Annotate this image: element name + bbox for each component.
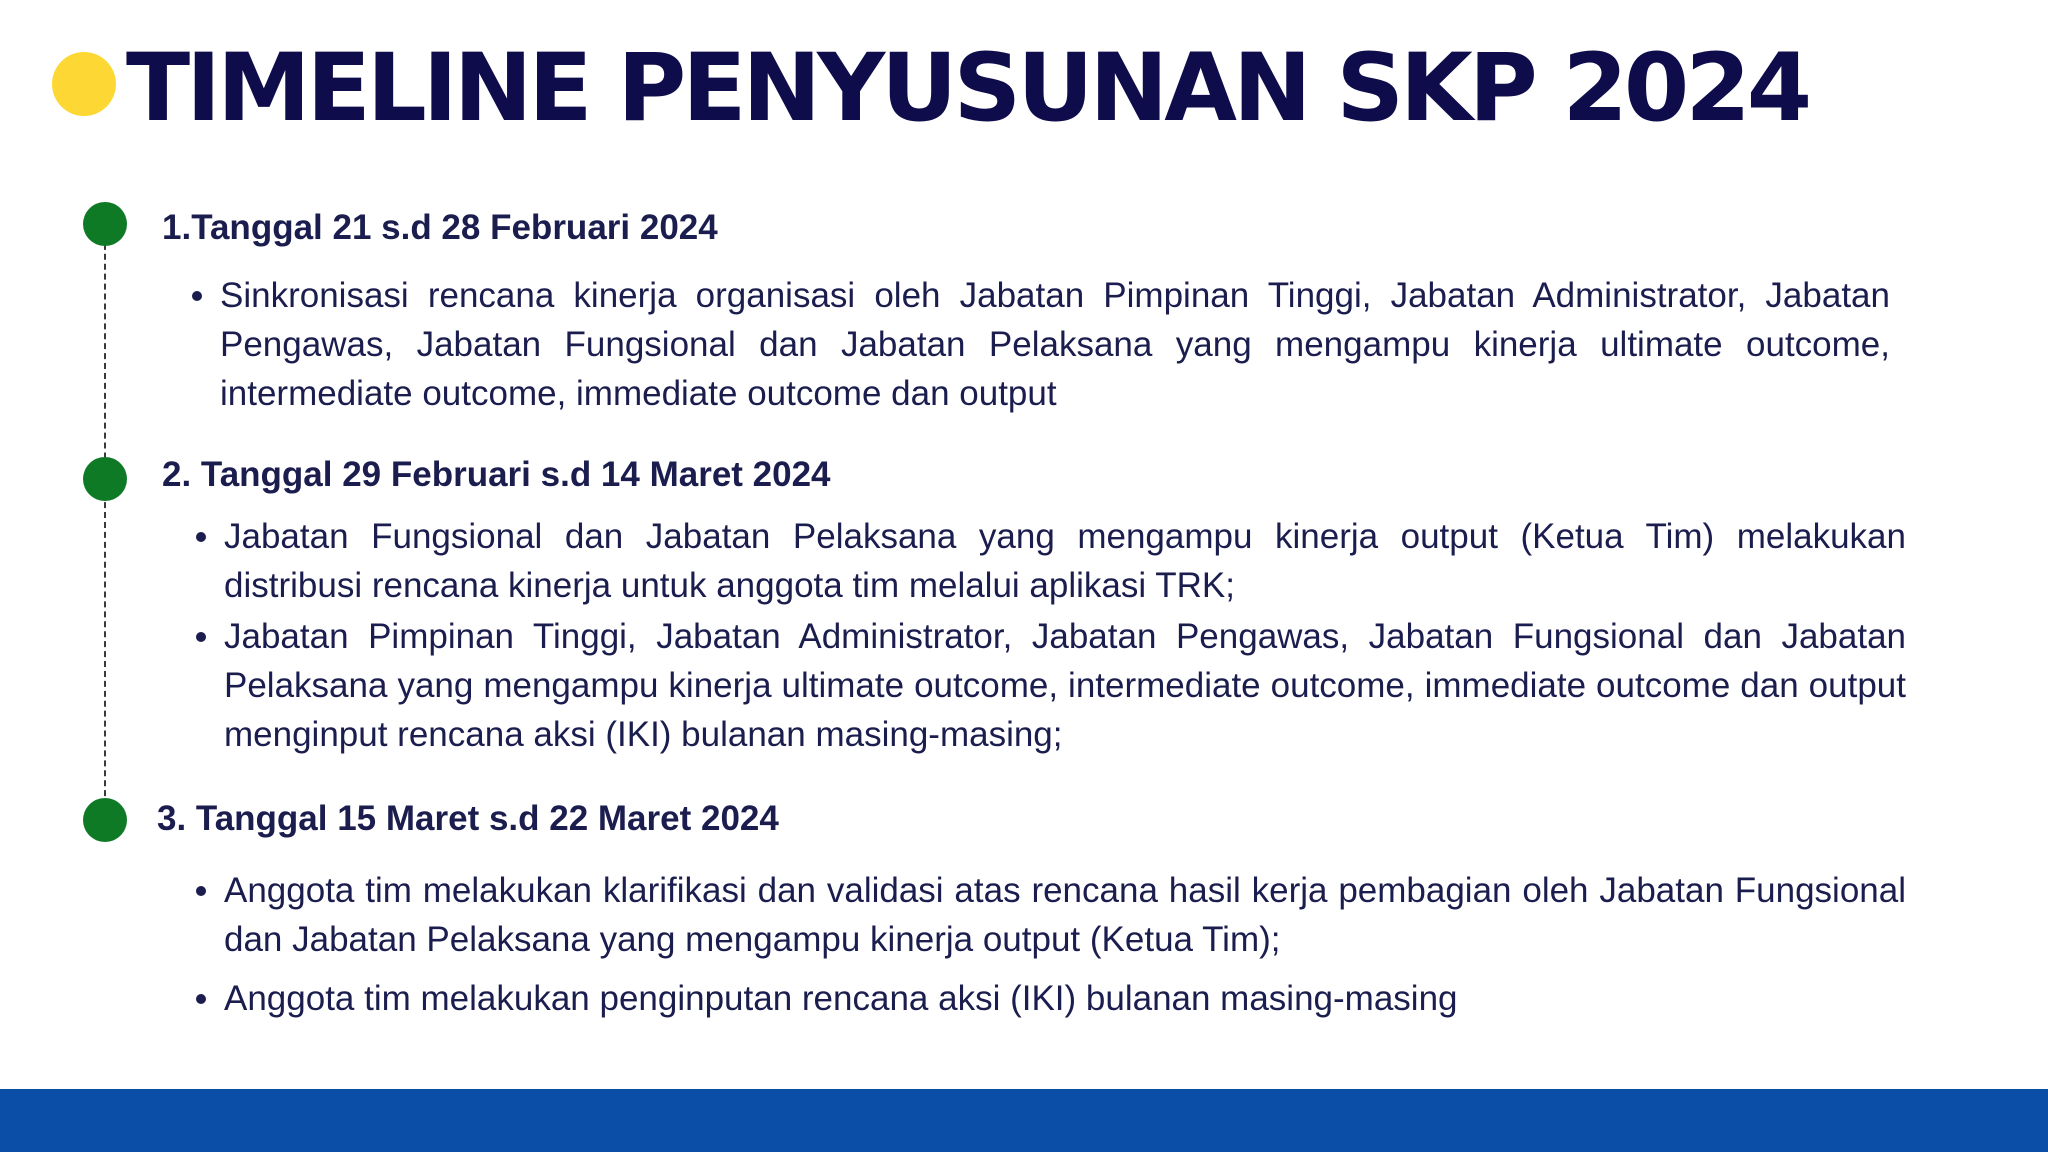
step-title: 2. Tanggal 29 Februari s.d 14 Maret 2024 (162, 455, 831, 494)
timeline-node-1 (83, 202, 127, 246)
timeline-node-2 (83, 457, 127, 501)
timeline-connector-line (104, 224, 106, 816)
timeline-step-2 (162, 453, 1906, 759)
timeline-step-1 (162, 206, 1890, 418)
bullet-item: Anggota tim melakukan klarifikasi dan validasi atas rencana hasil kerja pembagian oleh Jabatan Fungsional dan Jabatan Pelaksana yang mengampu kinerja output (Ketua Tim); (190, 866, 1906, 964)
bullet-item: Anggota tim melakukan penginputan rencana aksi (IKI) bulanan masing-masing (190, 974, 1906, 1023)
bullet-list (190, 866, 1906, 1023)
step-title: 3. Tanggal 15 Maret s.d 22 Maret 2024 (157, 799, 779, 838)
bullet-item: Jabatan Fungsional dan Jabatan Pelaksana yang mengampu kinerja output (Ketua Tim) melakukan distribusi rencana kinerja untuk anggota tim melalui aplikasi TRK; (190, 512, 1906, 610)
title-bullet-dot (52, 52, 116, 116)
timeline-node-3 (83, 798, 127, 842)
bullet-item: Jabatan Pimpinan Tinggi, Jabatan Administrator, Jabatan Pengawas, Jabatan Fungsional dan Jabatan Pelaksana yang mengampu kinerja ultimate outcome, intermediate outcome, immediate outcome dan output menginput rencana aksi (IKI) bulanan masing-masing; (190, 612, 1906, 759)
bullet-item: Sinkronisasi rencana kinerja organisasi oleh Jabatan Pimpinan Tinggi, Jabatan Administrator, Jabatan Pengawas, Jabatan Fungsional dan Jabatan Pelaksana yang mengampu kinerja ultimate outcome, intermediate outcome, immediate outcome dan output (186, 271, 1890, 418)
footer-bar (0, 1089, 2048, 1152)
step-title: 1.Tanggal 21 s.d 28 Februari 2024 (162, 208, 718, 247)
timeline-step-3 (157, 797, 1906, 1023)
bullet-list (190, 512, 1906, 759)
page-title: TIMELINE PENYUSUNAN SKP 2024 (126, 34, 1809, 143)
bullet-list (186, 271, 1890, 418)
